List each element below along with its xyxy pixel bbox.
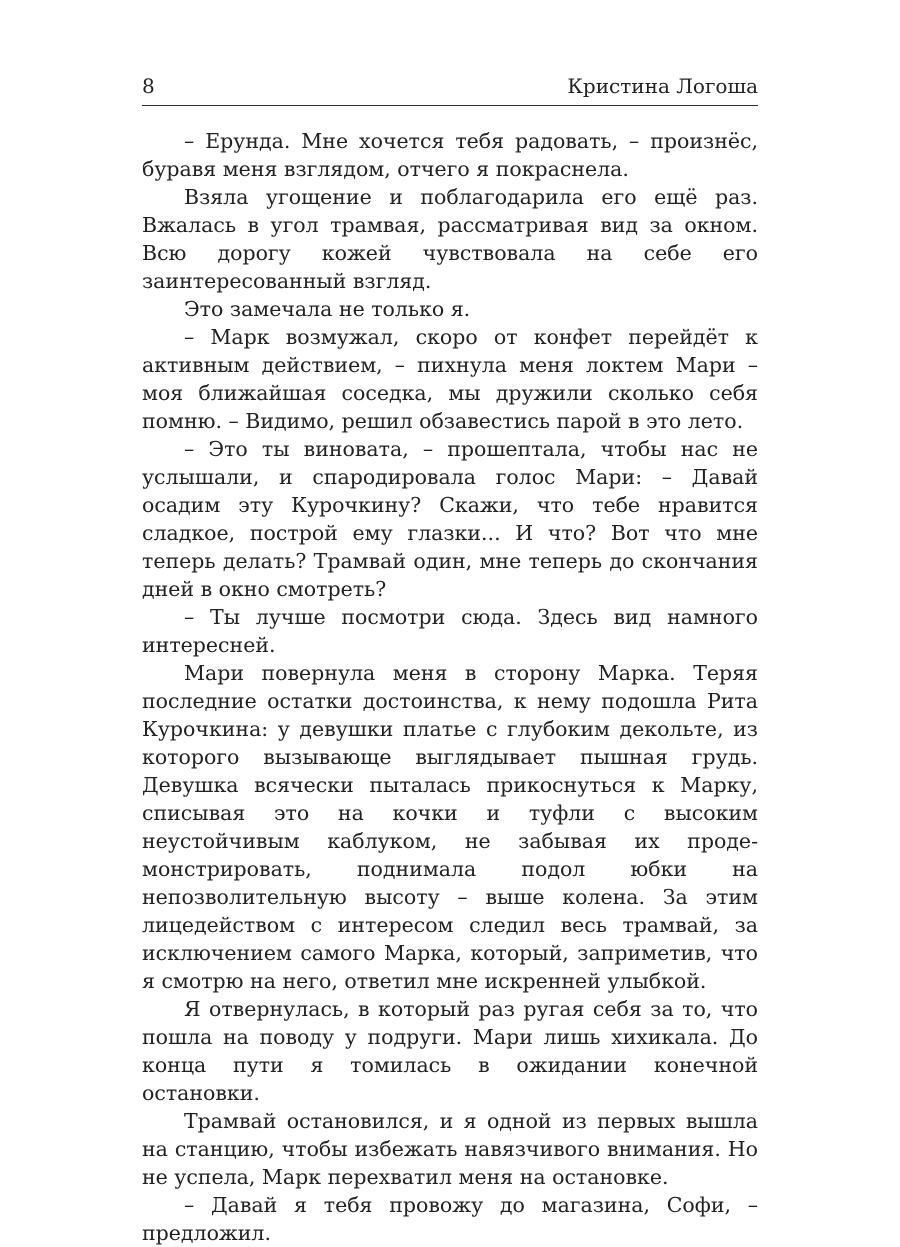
- paragraph: – Ерунда. Мне хочется тебя радовать, – произнёс, буравя меня взглядом, отчего я покраснела.: [142, 129, 758, 181]
- paragraph: Я отвернулась, в который раз ругая себя за то, что пошла на поводу у подруги. Мари лишь хихикала. До конца пути я томилась в ожидании конечной остановки.: [142, 997, 758, 1105]
- paragraph: – Давай я тебя провожу до магазина, Софи, – предложил.: [142, 1193, 758, 1245]
- paragraph: Взяла угощение и поблагодарила его ещё раз. Вжалась в угол трамвая, рассматривая вид за окном. Всю дорогу кожей чувствовала на себе его заинтересованный взгляд.: [142, 185, 758, 293]
- author-name: Кристина Логоша: [567, 74, 758, 98]
- header-rule: [142, 105, 758, 106]
- paragraph: Трамвай остановился, и я одной из первых вышла на станцию, чтобы избежать навязчивого внимания. Но не успела, Марк перехватил меня на остановке.: [142, 1109, 758, 1189]
- paragraph: – Марк возмужал, скоро от конфет перейдёт к активным действием, – пихнула меня локтем Мари – моя ближайшая соседка, мы дружили сколько себя помню. – Видимо, решил обзавестись парой в это лето.: [142, 325, 758, 433]
- paragraph: – Это ты виновата, – прошептала, чтобы нас не услышали, и спародировала голос Мари: – Давай осадим эту Курочкину? Скажи, что тебе нравится сладкое, построй ему глазки... И что? Вот что мне теперь делать? Трамвай один, мне теперь до скончания дней в окно смотреть?: [142, 437, 758, 601]
- paragraph: Это замечала не только я.: [184, 297, 471, 321]
- paragraph: Мари повернула меня в сторону Марка. Теряя последние остатки достоинства, к нему подошла Рита Курочкина: у девушки платье с глубоким декольте, из которого вызывающе выглядывает пышная грудь. Девушка всячески пыталась прикоснуться к Марку, списывая это на кочки и туфли с высоким неустойчивым каблуком, не забывая их продемонстрировать, поднимала подол юбки на непозволительную высоту – выше колена. За этим лицедейством с интересом следил весь трамвай, за исключением самого Марка, который, заприметив, что я смотрю на него, ответил мне искренней улыбкой.: [142, 661, 758, 993]
- paragraph: – Ты лучше посмотри сюда. Здесь вид намного интересней.: [142, 605, 758, 657]
- body-text: [142, 127, 758, 1247]
- running-head: [142, 74, 758, 104]
- page-number: 8: [142, 74, 155, 98]
